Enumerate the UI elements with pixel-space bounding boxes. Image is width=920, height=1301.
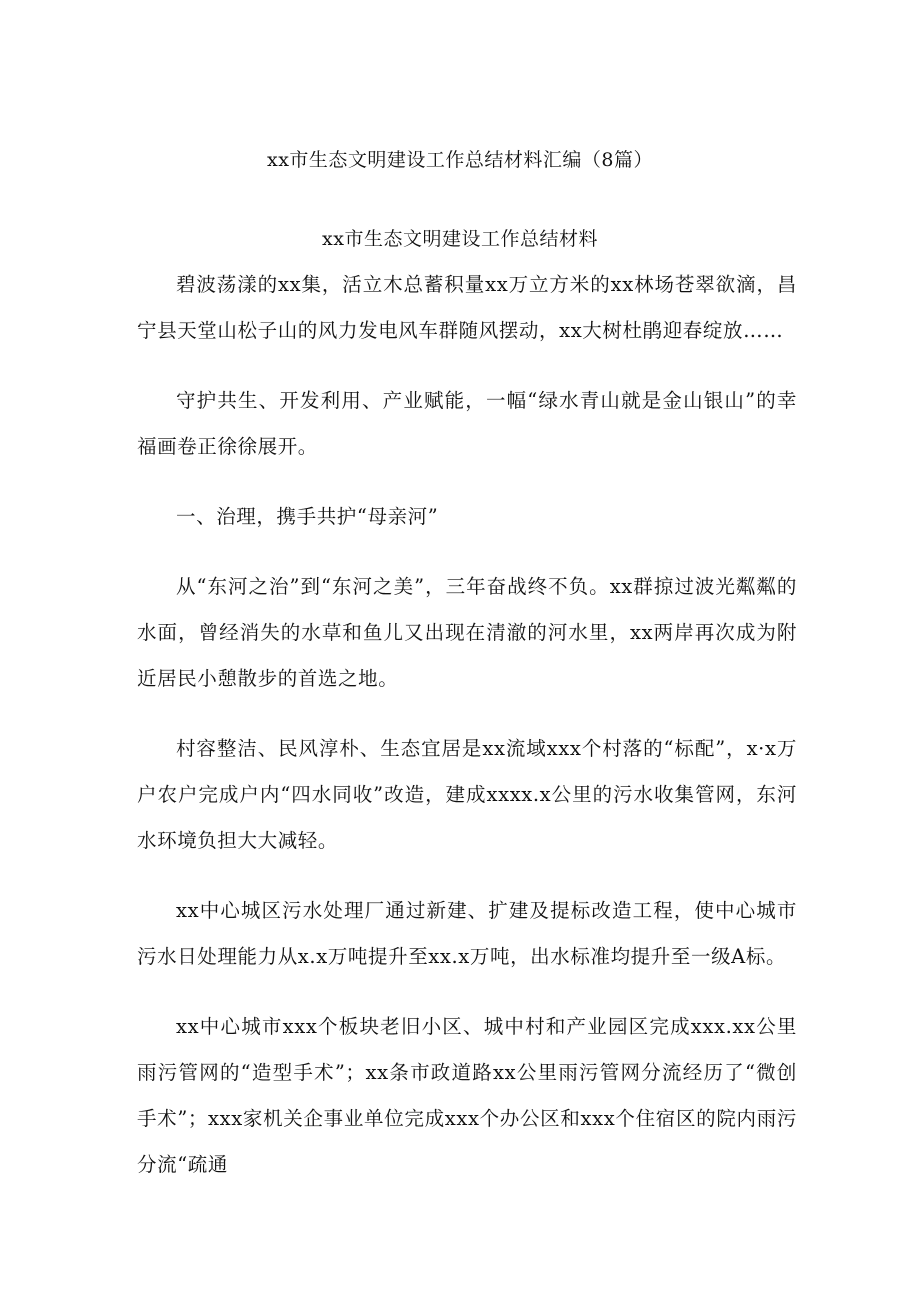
paragraph-6: xx中心城市xxx个板块老旧小区、城中村和产业园区完成xxx.xx公里雨污管网的“造型手术”；xx条市政道路xx公里雨污管网分流经历了“微创手术”；xxx家机关企事业单位完成xxx个办公区和xxx个住宿区的院内雨污分流“疏通 [137, 1015, 797, 1176]
document-title: xx市生态文明建设工作总结材料汇编（8篇） [266, 149, 654, 171]
paragraph-3: 从“东河之治”到“东河之美”，三年奋战终不负。xx群掠过波光粼粼的水面，曾经消失的水草和鱼儿又出现在清澈的河水里，xx两岸再次成为附近居民小憩散步的首选之地。 [137, 575, 797, 690]
paragraph-4: 村容整洁、民风淳朴、生态宜居是xx流域xxx个村落的“标配”，x·x万户农户完成户内“四水同收”改造，建成xxxx.x公里的污水收集管网，东河水环境负担大大减轻。 [137, 737, 797, 852]
subheading-governance: 一、治理，携手共护“母亲河” [176, 505, 439, 528]
paragraph-5: xx中心城区污水处理厂通过新建、扩建及提标改造工程，使中心城市污水日处理能力从x.x万吨提升至xx.x万吨，出水标准均提升至一级A标。 [137, 899, 797, 968]
section-title: xx市生态文明建设工作总结材料 [322, 228, 598, 250]
paragraph-1: 碧波荡漾的xx集，活立木总蓄积量xx万立方米的xx林场苍翠欲滴，昌宁县天堂山松子山的风力发电风车群随风摆动，xx大树杜鹃迎春绽放…… [137, 273, 797, 342]
document-body [137, 262, 797, 1212]
paragraph-2: 守护共生、开发利用、产业赋能，一幅“绿水青山就是金山银山”的幸福画卷正徐徐展开。 [137, 389, 797, 458]
